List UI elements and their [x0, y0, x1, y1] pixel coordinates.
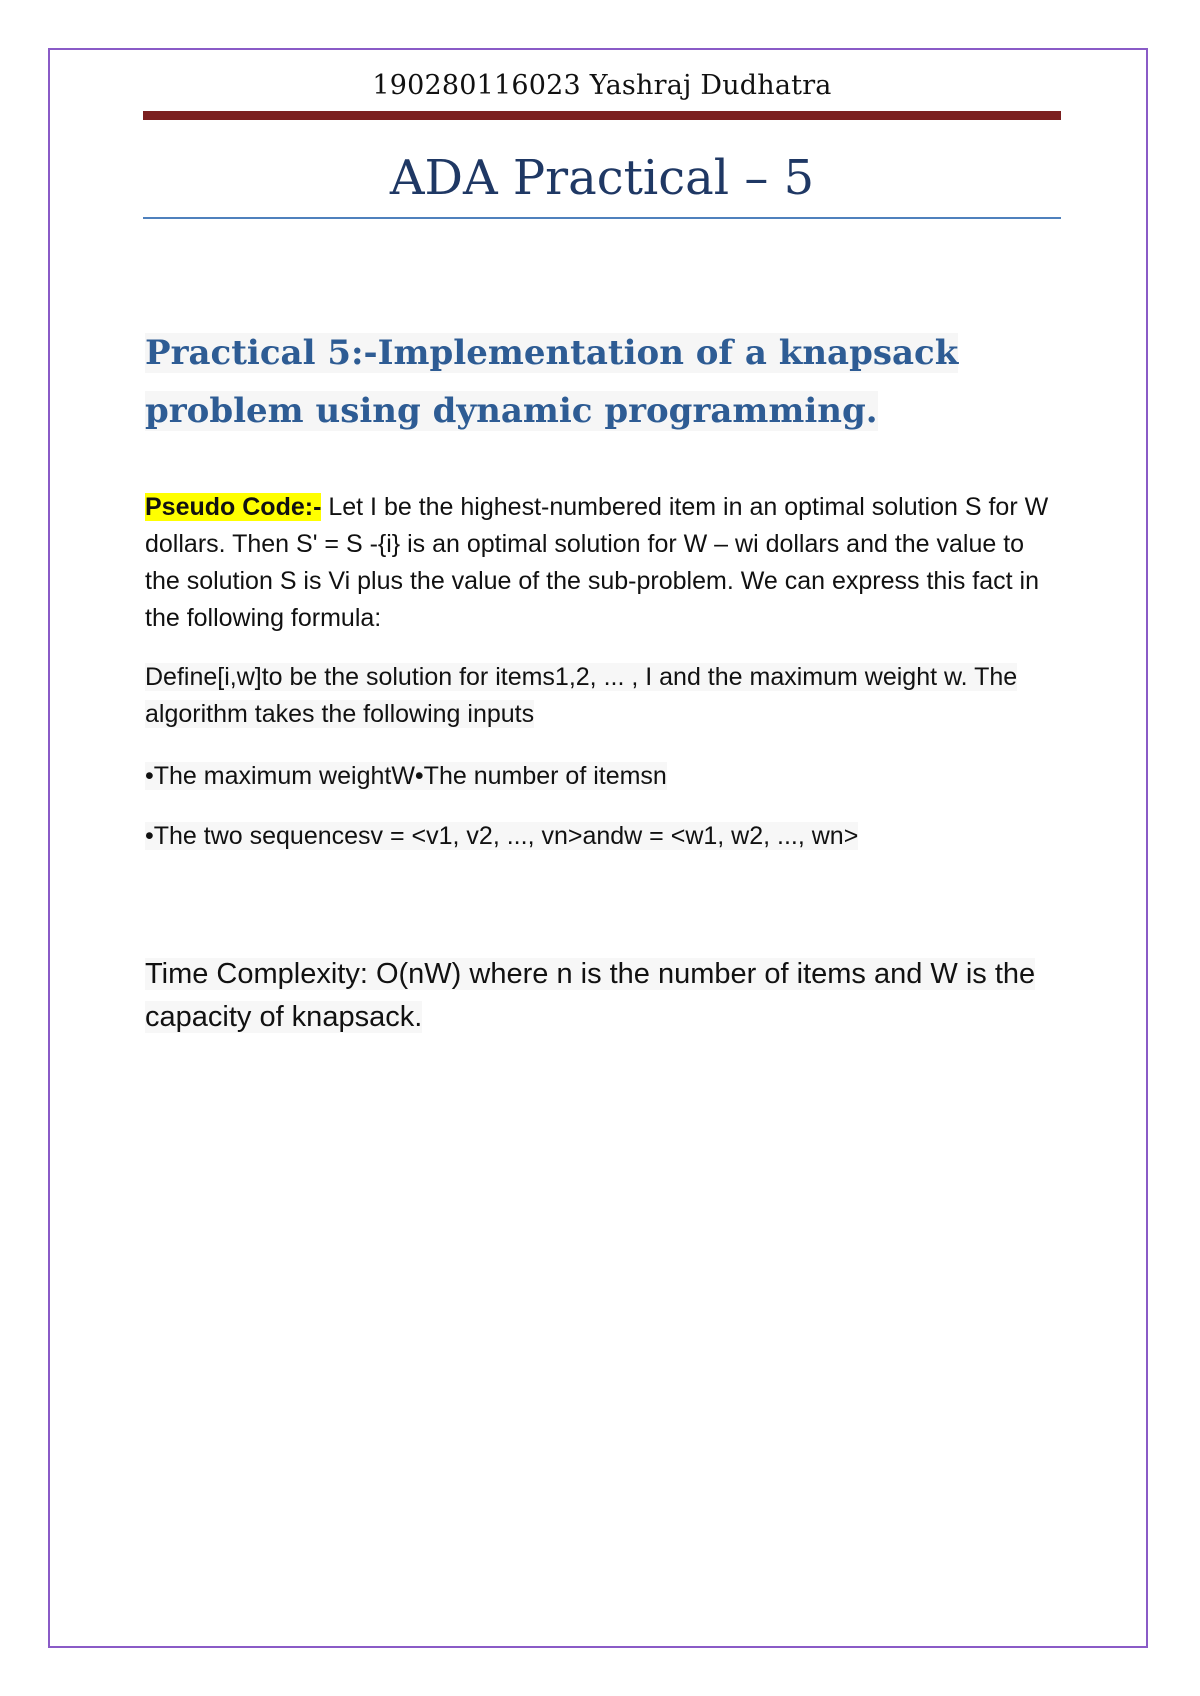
define-text: Define[i,w]to be the solution for items1,2, ... , I and the maximum weight w. The algorithm takes the following inputs: [145, 663, 1018, 728]
header-rule: [143, 111, 1061, 120]
pseudo-code-label: Pseudo Code:-: [145, 493, 322, 521]
inputs-text-2: •The two sequencesv = <v1, v2, ..., vn>andw = <w1, w2, ..., wn>: [145, 822, 859, 850]
time-complexity-paragraph: [145, 953, 1065, 1039]
practical-heading: [145, 324, 1061, 440]
heading-line-2: problem using dynamic programming.: [145, 391, 878, 431]
pseudo-code-text: Let I be the highest-numbered item in an optimal solution S for W dollars. Then S' = S -{i} is an optimal solution for W – wi dollars and the value to the solution S is Vi plus the value of the sub-problem. We can express this fact in the following formula:: [145, 493, 1049, 632]
header-author: 190280116023 Yashraj Dudhatra: [372, 70, 832, 101]
pseudo-code-paragraph: [145, 489, 1050, 637]
title-rule: [143, 217, 1061, 219]
inputs-text-1: •The maximum weightW•The number of itemsn: [145, 762, 667, 790]
inputs-line-2: [145, 818, 1050, 855]
inputs-line-1: [145, 758, 1050, 795]
time-complexity-text: Time Complexity: O(nW) where n is the number of items and W is the capacity of knapsack.: [145, 958, 1036, 1033]
heading-line-1: Practical 5:-Implementation of a knapsack: [145, 333, 959, 373]
document-title: ADA Practical – 5: [389, 150, 815, 206]
define-paragraph: [145, 659, 1050, 733]
